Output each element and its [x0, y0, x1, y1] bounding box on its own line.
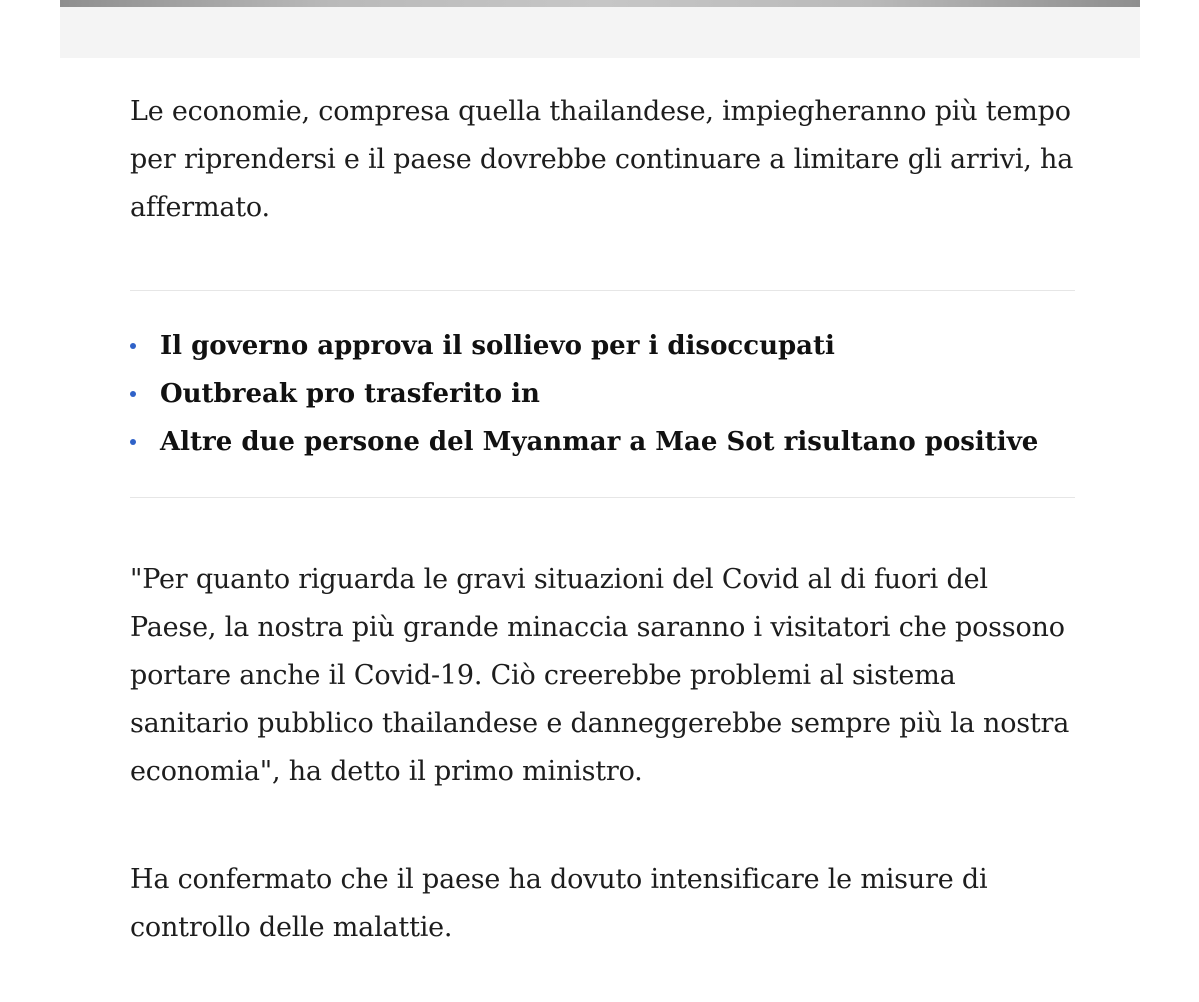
bullet-icon: [130, 343, 136, 349]
related-link[interactable]: [130, 370, 1075, 418]
article-paragraph: "Per quanto riguarda le gravi situazioni del Covid al di fuori del Paese, la nostra più grande minaccia saranno i visitatori che possono portare anche il Covid-19. Ciò creerebbe problemi al sistema sanitario pubblico thailandese e danneggerebbe sempre più la nostra economia", ha detto il primo ministro.: [130, 564, 1070, 787]
article-paragraph: Ha confermato che il paese ha dovuto intensificare le misure di controllo delle malattie.: [130, 864, 988, 943]
related-link[interactable]: [130, 322, 1075, 370]
article-body: [130, 88, 1075, 952]
related-link-label[interactable]: Altre due persone del Myanmar a Mae Sot risultano positive: [160, 427, 1039, 457]
related-link[interactable]: [130, 418, 1075, 466]
top-banner: [60, 0, 1140, 58]
banner-gradient-bar: [60, 0, 1140, 7]
related-links-list: [130, 322, 1075, 466]
bullet-icon: [130, 391, 136, 397]
related-link-label[interactable]: Il governo approva il sollievo per i disoccupati: [160, 331, 835, 361]
article-paragraph: Le economie, compresa quella thailandese, impiegheranno più tempo per riprendersi e il paese dovrebbe continuare a limitare gli arrivi, ha affermato.: [130, 96, 1074, 223]
bullet-icon: [130, 439, 136, 445]
related-link-label[interactable]: Outbreak pro trasferito in: [160, 379, 540, 409]
related-links-box: [130, 290, 1075, 498]
